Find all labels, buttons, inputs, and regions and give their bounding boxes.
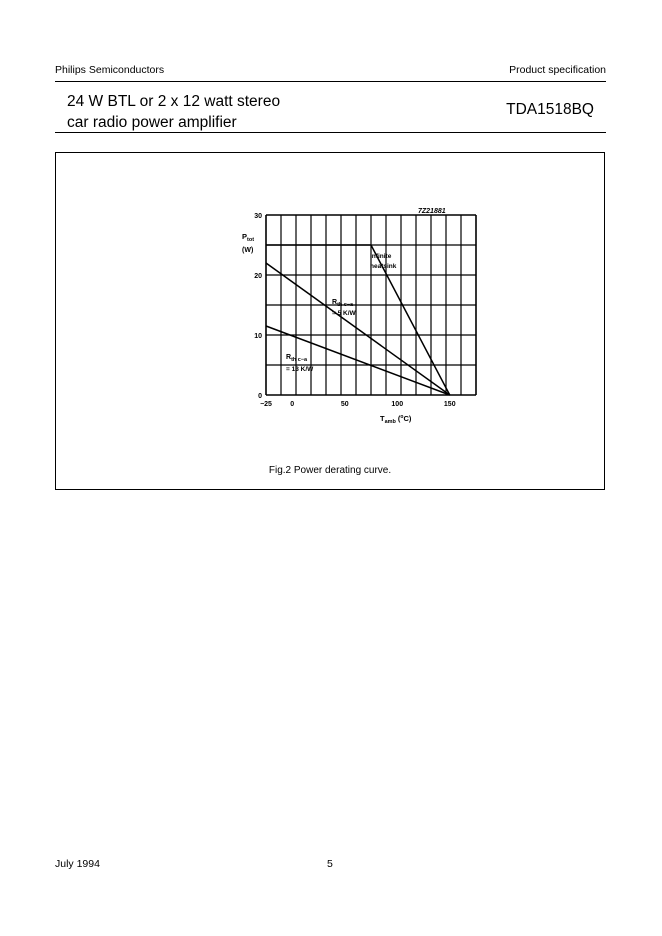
- page-number: 5: [327, 858, 333, 870]
- x-tick-label: 150: [443, 401, 456, 408]
- title-line-1: 24 W BTL or 2 x 12 watt stereo: [67, 93, 281, 110]
- series-line-2: [266, 263, 450, 395]
- annotation-r5-value: = 5 K/W: [332, 310, 356, 317]
- part-number: TDA1518BQ: [506, 101, 594, 118]
- y-tick-label: 10: [254, 333, 262, 340]
- header-rule: [55, 81, 606, 82]
- y-axis-label: $P_{tot}$: [242, 232, 255, 243]
- y-tick-label: 0: [258, 393, 262, 400]
- y-axis-unit: (W): [242, 247, 254, 254]
- annotation-r13-value: = 13 K/W: [286, 366, 314, 373]
- figure-code: 7Z21881: [418, 208, 446, 215]
- document-title: [67, 91, 280, 133]
- annotation-infinite: infinite: [370, 253, 392, 260]
- power-derating-chart: [186, 179, 486, 459]
- annotation-r13-label: $R_{th c-a}$: [286, 354, 308, 363]
- annotation-heatsink: heatsink: [370, 263, 397, 270]
- x-tick-label: 50: [340, 401, 349, 408]
- y-tick-label: 20: [254, 273, 262, 280]
- x-tick-label: 100: [391, 401, 404, 408]
- y-tick-label: 30: [254, 213, 262, 220]
- title-line-2: car radio power amplifier: [67, 114, 237, 131]
- x-axis-label: $T_{amb}$ ($^o$C): [380, 414, 412, 425]
- footer-date: July 1994: [55, 858, 100, 870]
- figure-caption: Fig.2 Power derating curve.: [268, 465, 392, 476]
- title-rule: [55, 132, 606, 133]
- company-name: Philips Semiconductors: [55, 64, 165, 76]
- x-tick-label: 0: [290, 401, 295, 408]
- figure-box: [55, 152, 605, 490]
- document-type: Product specification: [509, 64, 606, 76]
- x-tick-label: −25: [260, 401, 272, 408]
- annotation-r5-label: $R_{th c-a}$: [332, 299, 354, 308]
